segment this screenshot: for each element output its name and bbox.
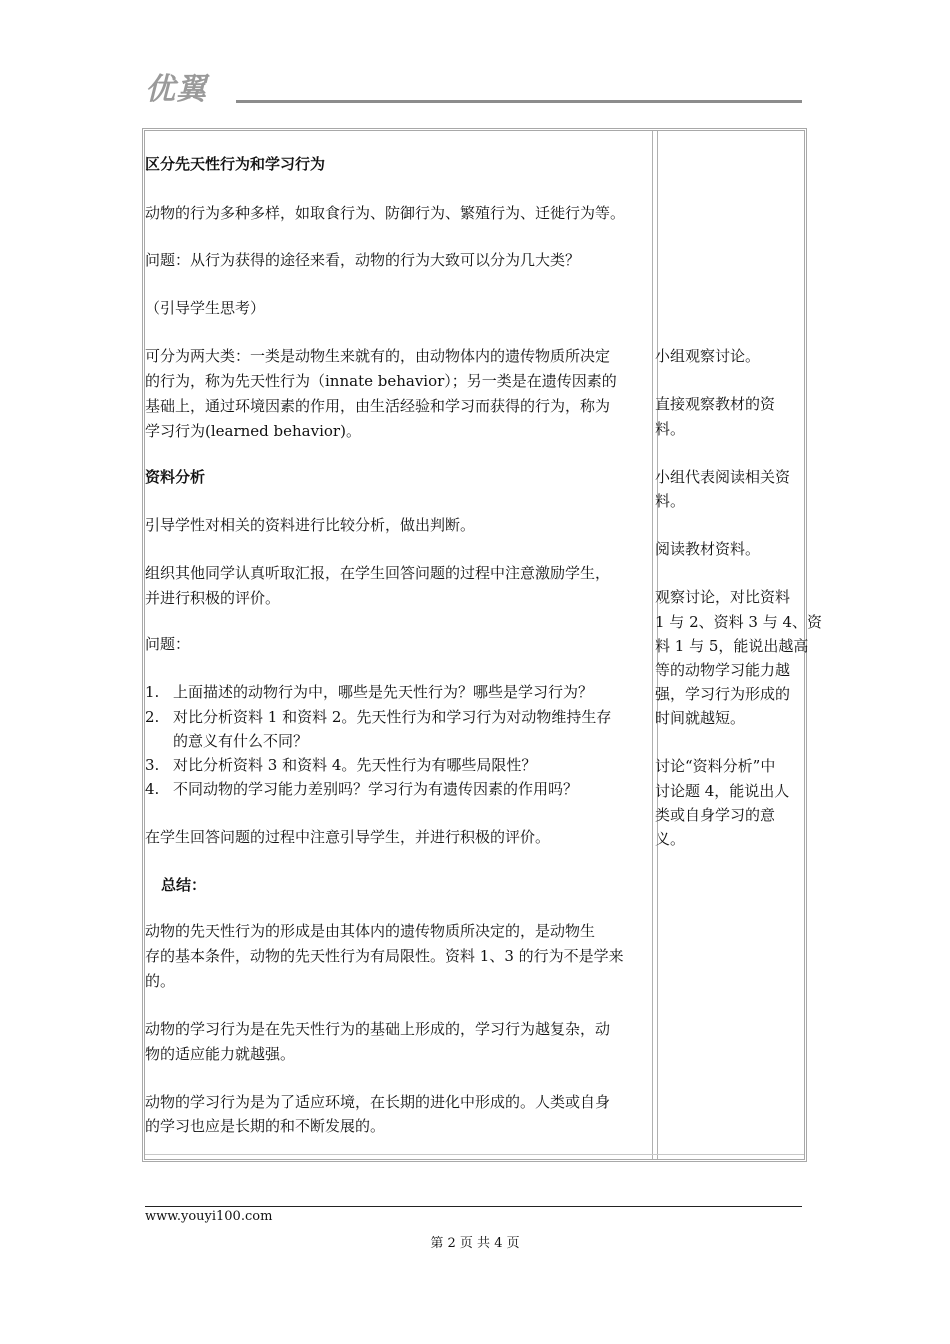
activity-line: 讨论“资料分析”中 [655,757,776,775]
summary-line: 动物的先天性行为的形成是由其体内的遗传物质所决定的，是动物生 [145,922,596,940]
answer-line: 的行为，称为先天性行为（innate behavior）；另一类是在遗传因素的 [145,372,617,390]
list-text: 对比分析资料 1 和资料 2。先天性行为和学习行为对动物维持生存 [173,708,612,726]
page-number: 第 2 页 共 4 页 [430,1236,520,1251]
list-text: 不同动物的学习能力差别吗？学习行为有遗传因素的作用吗？ [173,780,579,798]
guide-paragraph: 引导学性对相关的资料进行比较分析，做出判断。 [145,516,476,534]
list-text: 上面描述的动物行为中，哪些是先天性行为？哪些是学习行为？ [173,683,594,701]
list-number: 3. [145,756,160,774]
activity-line: 小组代表阅读相关资 [655,468,791,486]
answer-line: 学习行为(learned behavior)。 [145,422,361,440]
summary-line: 动物的学习行为是在先天性行为的基础上形成的，学习行为越复杂，动 [145,1020,611,1038]
summary-line: 物的适应能力就越强。 [145,1045,296,1063]
student-activity: 小组观察讨论。 [655,347,761,365]
activity-line: 观察讨论，对比资料 [655,588,791,606]
summary-label: 总结： [161,876,207,894]
footer-url: www.youyi100.com [145,1209,273,1224]
summary-line: 动物的学习行为是为了适应环境，在长期的进化中形成的。人类或自身 [145,1093,611,1111]
activity-line: 类或自身学习的意 [655,806,776,824]
summary-line: 的。 [145,972,176,990]
activity-line: 时间就越短。 [655,709,746,727]
activity-line: 料。 [655,420,686,438]
section-heading-innate-vs-learned: 区分先天性行为和学习行为 [145,155,326,173]
question-paragraph: 问题：从行为获得的途径来看，动物的行为大致可以分为几大类？ [145,251,581,269]
section-heading-data-analysis: 资料分析 [145,468,206,486]
organize-line: 并进行积极的评价。 [145,589,281,607]
table-bottom-rule [145,1154,804,1155]
list-text: 对比分析资料 3 和资料 4。先天性行为有哪些局限性？ [173,756,537,774]
summary-line: 的学习也应是长期的和不断发展的。 [145,1117,386,1135]
activity-line: 1 与 2、资料 3 与 4、资 [655,613,823,631]
guide-paragraph-2: 在学生回答问题的过程中注意引导学生，并进行积极的评价。 [145,828,551,846]
summary-line: 存的基本条件，动物的先天性行为有局限性。资料 1、3 的行为不是学来 [145,947,624,965]
student-activity: 阅读教材资料。 [655,540,761,558]
activity-line: 料 1 与 5，能说出越高 [655,637,809,655]
answer-line: 基础上，通过环境因素的作用，由生活经验和学习而获得的行为，称为 [145,397,611,415]
organize-line: 组织其他同学认真听取汇报，在学生回答问题的过程中注意激励学生， [145,564,611,582]
activity-line: 义。 [655,830,686,848]
guide-note: （引导学生思考） [145,299,266,317]
list-number: 2. [145,708,160,726]
activity-line: 讨论题 4，能说出人 [655,782,790,800]
questions-label: 问题： [145,635,191,653]
activity-line: 料。 [655,492,686,510]
activity-line: 强，学习行为形成的 [655,685,791,703]
activity-line: 直接观察教材的资 [655,395,776,413]
footer-rule [145,1206,802,1207]
list-number: 1. [145,683,160,701]
logo: 优翼 [145,72,207,107]
list-text: 的意义有什么不同？ [173,732,309,750]
intro-paragraph: 动物的行为多种多样，如取食行为、防御行为、繁殖行为、迁徙行为等。 [145,204,626,222]
list-number: 4. [145,780,160,798]
answer-line: 可分为两大类：一类是动物生来就有的，由动物体内的遗传物质所决定 [145,347,611,365]
header-rule [236,100,802,103]
activity-line: 等的动物学习能力越 [655,661,791,679]
